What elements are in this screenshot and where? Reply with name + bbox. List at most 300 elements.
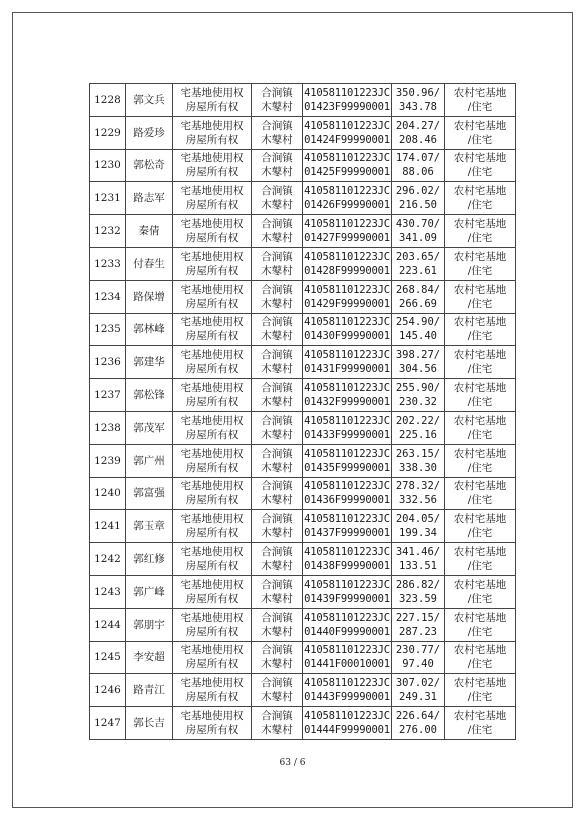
location-line: 合涧镇: [261, 677, 293, 690]
area-cell: [392, 247, 445, 280]
right-type-line: 房屋所有权: [185, 396, 239, 409]
location-line: 合涧镇: [261, 546, 293, 559]
unit-code-line: 410581101223JC: [304, 578, 390, 591]
right-type-line: 房屋所有权: [185, 100, 239, 113]
land-use-line: /住宅: [467, 100, 493, 113]
unit-code-cell: [303, 247, 392, 280]
location-cell: [252, 575, 303, 608]
unit-code-cell: [303, 182, 392, 215]
area-cell: [392, 411, 445, 444]
right-type-line: 宅基地使用权: [180, 611, 244, 624]
table-row: [90, 543, 516, 576]
owner-name-cell: 郭长吉: [126, 707, 173, 740]
location-line: 合涧镇: [261, 119, 293, 132]
land-use-line: 农村宅基地: [453, 578, 507, 591]
area-line: 254.90/: [395, 316, 441, 329]
right-type-line: 宅基地使用权: [180, 250, 244, 263]
record-number-cell: 1247: [90, 707, 126, 740]
location-line: 合涧镇: [261, 611, 293, 624]
record-number-cell: 1241: [90, 510, 126, 543]
unit-code-line: 410581101223JC: [304, 414, 390, 427]
right-type-line: 房屋所有权: [185, 199, 239, 212]
unit-code-cell: [303, 280, 392, 313]
right-type-cell: [173, 477, 252, 510]
location-line: 木鼕村: [261, 232, 293, 245]
area-line: 341.09: [399, 232, 437, 245]
record-number-cell: 1231: [90, 182, 126, 215]
right-type-line: 房屋所有权: [185, 560, 239, 573]
right-type-line: 宅基地使用权: [180, 513, 244, 526]
unit-code-line: 01430F99990001: [304, 330, 390, 343]
right-type-cell: [173, 116, 252, 149]
unit-code-line: 01431F99990001: [304, 363, 390, 376]
location-cell: [252, 444, 303, 477]
location-line: 合涧镇: [261, 250, 293, 263]
unit-code-line: 410581101223JC: [304, 283, 390, 296]
unit-code-cell: [303, 215, 392, 248]
area-line: 307.02/: [395, 677, 441, 690]
land-use-line: 农村宅基地: [453, 250, 507, 263]
owner-name-cell: 郭红修: [126, 543, 173, 576]
unit-code-line: 410581101223JC: [304, 382, 390, 395]
unit-code-line: 01437F99990001: [304, 527, 390, 540]
unit-code-line: 01441F00010001: [304, 658, 390, 671]
right-type-cell: [173, 608, 252, 641]
location-cell: [252, 313, 303, 346]
right-type-cell: [173, 84, 252, 117]
table-body: [90, 84, 516, 740]
location-line: 木鼕村: [261, 494, 293, 507]
right-type-line: 宅基地使用权: [180, 316, 244, 329]
right-type-line: 宅基地使用权: [180, 349, 244, 362]
table-row: [90, 641, 516, 674]
unit-code-line: 410581101223JC: [304, 677, 390, 690]
right-type-line: 宅基地使用权: [180, 86, 244, 99]
table-row: [90, 280, 516, 313]
table-row: [90, 84, 516, 117]
unit-code-cell: [303, 116, 392, 149]
area-line: 174.07/: [395, 152, 441, 165]
right-type-cell: [173, 280, 252, 313]
right-type-line: 宅基地使用权: [180, 578, 244, 591]
location-cell: [252, 674, 303, 707]
unit-code-cell: [303, 641, 392, 674]
record-number-cell: 1236: [90, 346, 126, 379]
owner-name-cell: 郭建华: [126, 346, 173, 379]
area-line: 287.23: [399, 625, 437, 638]
right-type-cell: [173, 543, 252, 576]
land-use-line: 农村宅基地: [453, 86, 507, 99]
table-row: [90, 411, 516, 444]
unit-code-line: 01438F99990001: [304, 560, 390, 573]
table-row: [90, 477, 516, 510]
land-use-line: 农村宅基地: [453, 316, 507, 329]
location-line: 木鼕村: [261, 133, 293, 146]
unit-code-line: 410581101223JC: [304, 316, 390, 329]
land-use-line: /住宅: [467, 461, 493, 474]
location-line: 木鼕村: [261, 560, 293, 573]
owner-name-cell: 郭林峰: [126, 313, 173, 346]
area-line: 276.00: [399, 724, 437, 737]
area-cell: [392, 477, 445, 510]
land-use-line: 农村宅基地: [453, 677, 507, 690]
land-use-line: /住宅: [467, 560, 493, 573]
unit-code-cell: [303, 84, 392, 117]
owner-name-cell: 秦倩: [126, 215, 173, 248]
record-number-cell: 1230: [90, 149, 126, 182]
record-number-cell: 1228: [90, 84, 126, 117]
location-line: 木鼕村: [261, 691, 293, 704]
land-use-cell: [445, 182, 516, 215]
area-line: 266.69: [399, 297, 437, 310]
location-cell: [252, 379, 303, 412]
area-cell: [392, 182, 445, 215]
area-line: 263.15/: [395, 447, 441, 460]
location-line: 合涧镇: [261, 710, 293, 723]
right-type-cell: [173, 411, 252, 444]
area-line: 268.84/: [395, 283, 441, 296]
table-row: [90, 313, 516, 346]
right-type-line: 宅基地使用权: [180, 546, 244, 559]
owner-name-cell: 郭文兵: [126, 84, 173, 117]
location-line: 木鼕村: [261, 658, 293, 671]
location-cell: [252, 346, 303, 379]
land-use-line: /住宅: [467, 264, 493, 277]
land-use-cell: [445, 84, 516, 117]
location-line: 合涧镇: [261, 480, 293, 493]
location-line: 木鼕村: [261, 724, 293, 737]
land-use-line: 农村宅基地: [453, 152, 507, 165]
location-line: 木鼕村: [261, 527, 293, 540]
land-use-line: 农村宅基地: [453, 710, 507, 723]
area-line: 398.27/: [395, 349, 441, 362]
land-use-line: 农村宅基地: [453, 546, 507, 559]
area-line: 304.56: [399, 363, 437, 376]
right-type-cell: [173, 346, 252, 379]
land-use-cell: [445, 641, 516, 674]
area-line: 343.78: [399, 100, 437, 113]
table-row: [90, 444, 516, 477]
unit-code-line: 01428F99990001: [304, 264, 390, 277]
record-number-cell: 1240: [90, 477, 126, 510]
area-cell: [392, 149, 445, 182]
area-line: 286.82/: [395, 578, 441, 591]
right-type-line: 宅基地使用权: [180, 185, 244, 198]
location-line: 合涧镇: [261, 349, 293, 362]
right-type-line: 房屋所有权: [185, 166, 239, 179]
unit-code-cell: [303, 707, 392, 740]
owner-name-cell: 郭松奇: [126, 149, 173, 182]
owner-name-cell: 郭广州: [126, 444, 173, 477]
location-cell: [252, 608, 303, 641]
area-line: 204.27/: [395, 119, 441, 132]
unit-code-line: 01426F99990001: [304, 199, 390, 212]
unit-code-line: 410581101223JC: [304, 447, 390, 460]
area-line: 350.96/: [395, 86, 441, 99]
land-use-line: /住宅: [467, 428, 493, 441]
land-use-line: 农村宅基地: [453, 283, 507, 296]
right-type-cell: [173, 379, 252, 412]
land-use-line: 农村宅基地: [453, 513, 507, 526]
area-line: 208.46: [399, 133, 437, 146]
land-use-line: 农村宅基地: [453, 447, 507, 460]
land-use-cell: [445, 149, 516, 182]
unit-code-line: 01439F99990001: [304, 592, 390, 605]
location-line: 木鼕村: [261, 297, 293, 310]
unit-code-line: 410581101223JC: [304, 250, 390, 263]
area-cell: [392, 674, 445, 707]
right-type-line: 宅基地使用权: [180, 382, 244, 395]
location-cell: [252, 247, 303, 280]
right-type-line: 房屋所有权: [185, 133, 239, 146]
table-row: [90, 346, 516, 379]
area-cell: [392, 313, 445, 346]
location-line: 木鼕村: [261, 166, 293, 179]
land-use-line: 农村宅基地: [453, 349, 507, 362]
land-use-line: /住宅: [467, 133, 493, 146]
unit-code-line: 410581101223JC: [304, 185, 390, 198]
land-use-cell: [445, 444, 516, 477]
unit-code-line: 410581101223JC: [304, 218, 390, 231]
location-line: 合涧镇: [261, 283, 293, 296]
location-cell: [252, 641, 303, 674]
unit-code-cell: [303, 477, 392, 510]
area-cell: [392, 116, 445, 149]
location-line: 木鼕村: [261, 199, 293, 212]
area-cell: [392, 280, 445, 313]
right-type-cell: [173, 182, 252, 215]
right-type-cell: [173, 215, 252, 248]
land-use-cell: [445, 608, 516, 641]
location-line: 合涧镇: [261, 414, 293, 427]
location-cell: [252, 510, 303, 543]
land-use-line: /住宅: [467, 199, 493, 212]
land-use-cell: [445, 575, 516, 608]
area-line: 97.40: [402, 658, 434, 671]
unit-code-line: 01436F99990001: [304, 494, 390, 507]
area-cell: [392, 707, 445, 740]
land-use-line: /住宅: [467, 527, 493, 540]
location-cell: [252, 280, 303, 313]
unit-code-cell: [303, 313, 392, 346]
right-type-line: 房屋所有权: [185, 691, 239, 704]
location-line: 合涧镇: [261, 152, 293, 165]
page-number: 63 / 6: [279, 758, 306, 768]
right-type-cell: [173, 510, 252, 543]
right-type-line: 房屋所有权: [185, 330, 239, 343]
table-row: [90, 510, 516, 543]
area-line: 230.77/: [395, 644, 441, 657]
record-number-cell: 1243: [90, 575, 126, 608]
area-cell: [392, 379, 445, 412]
unit-code-cell: [303, 379, 392, 412]
unit-code-cell: [303, 411, 392, 444]
location-cell: [252, 411, 303, 444]
unit-code-line: 410581101223JC: [304, 349, 390, 362]
record-number-cell: 1238: [90, 411, 126, 444]
area-cell: [392, 84, 445, 117]
table-row: [90, 608, 516, 641]
right-type-cell: [173, 575, 252, 608]
land-use-line: /住宅: [467, 724, 493, 737]
location-line: 合涧镇: [261, 218, 293, 231]
location-line: 合涧镇: [261, 316, 293, 329]
right-type-line: 宅基地使用权: [180, 644, 244, 657]
location-line: 合涧镇: [261, 513, 293, 526]
right-type-line: 房屋所有权: [185, 494, 239, 507]
land-use-line: 农村宅基地: [453, 611, 507, 624]
table-row: [90, 575, 516, 608]
owner-name-cell: 郭茂军: [126, 411, 173, 444]
unit-code-line: 01435F99990001: [304, 461, 390, 474]
location-cell: [252, 182, 303, 215]
land-use-line: /住宅: [467, 494, 493, 507]
location-line: 木鼕村: [261, 363, 293, 376]
unit-code-line: 410581101223JC: [304, 710, 390, 723]
location-line: 木鼕村: [261, 330, 293, 343]
unit-code-line: 410581101223JC: [304, 119, 390, 132]
right-type-line: 宅基地使用权: [180, 119, 244, 132]
area-line: 199.34: [399, 527, 437, 540]
table-row: [90, 247, 516, 280]
unit-code-line: 01432F99990001: [304, 396, 390, 409]
location-line: 木鼕村: [261, 100, 293, 113]
area-line: 332.56: [399, 494, 437, 507]
unit-code-cell: [303, 674, 392, 707]
area-line: 133.51: [399, 560, 437, 573]
right-type-cell: [173, 247, 252, 280]
unit-code-line: 410581101223JC: [304, 611, 390, 624]
record-number-cell: 1235: [90, 313, 126, 346]
location-cell: [252, 543, 303, 576]
unit-code-cell: [303, 575, 392, 608]
right-type-cell: [173, 674, 252, 707]
unit-code-cell: [303, 149, 392, 182]
location-line: 木鼕村: [261, 592, 293, 605]
owner-name-cell: 路青江: [126, 674, 173, 707]
area-line: 255.90/: [395, 382, 441, 395]
owner-name-cell: 郭松锋: [126, 379, 173, 412]
land-use-line: 农村宅基地: [453, 382, 507, 395]
table-row: [90, 707, 516, 740]
unit-code-line: 01429F99990001: [304, 297, 390, 310]
area-cell: [392, 575, 445, 608]
land-use-line: 农村宅基地: [453, 185, 507, 198]
unit-code-cell: [303, 608, 392, 641]
area-cell: [392, 444, 445, 477]
record-number-cell: 1242: [90, 543, 126, 576]
land-use-line: /住宅: [467, 232, 493, 245]
unit-code-line: 410581101223JC: [304, 644, 390, 657]
location-line: 木鼕村: [261, 625, 293, 638]
location-line: 合涧镇: [261, 86, 293, 99]
table-row: [90, 674, 516, 707]
record-number-cell: 1229: [90, 116, 126, 149]
land-use-line: 农村宅基地: [453, 414, 507, 427]
right-type-line: 宅基地使用权: [180, 283, 244, 296]
right-type-cell: [173, 444, 252, 477]
unit-code-line: 410581101223JC: [304, 86, 390, 99]
land-use-line: 农村宅基地: [453, 218, 507, 231]
land-use-cell: [445, 280, 516, 313]
land-use-line: /住宅: [467, 592, 493, 605]
location-cell: [252, 116, 303, 149]
location-line: 木鼕村: [261, 428, 293, 441]
owner-name-cell: 付春生: [126, 247, 173, 280]
area-line: 204.05/: [395, 513, 441, 526]
land-use-cell: [445, 313, 516, 346]
table-row: [90, 149, 516, 182]
unit-code-line: 01433F99990001: [304, 428, 390, 441]
land-use-cell: [445, 477, 516, 510]
unit-code-line: 01425F99990001: [304, 166, 390, 179]
location-cell: [252, 149, 303, 182]
table-row: [90, 116, 516, 149]
record-number-cell: 1237: [90, 379, 126, 412]
land-use-line: /住宅: [467, 363, 493, 376]
land-use-line: /住宅: [467, 691, 493, 704]
land-use-cell: [445, 379, 516, 412]
land-use-line: 农村宅基地: [453, 480, 507, 493]
right-type-line: 宅基地使用权: [180, 677, 244, 690]
unit-code-cell: [303, 543, 392, 576]
land-use-cell: [445, 707, 516, 740]
right-type-line: 房屋所有权: [185, 658, 239, 671]
right-type-line: 房屋所有权: [185, 592, 239, 605]
location-cell: [252, 707, 303, 740]
land-use-line: /住宅: [467, 625, 493, 638]
area-line: 230.32: [399, 396, 437, 409]
location-line: 木鼕村: [261, 264, 293, 277]
unit-code-cell: [303, 444, 392, 477]
right-type-line: 宅基地使用权: [180, 447, 244, 460]
table-row: [90, 215, 516, 248]
area-line: 226.64/: [395, 710, 441, 723]
record-number-cell: 1244: [90, 608, 126, 641]
right-type-line: 房屋所有权: [185, 363, 239, 376]
land-use-cell: [445, 215, 516, 248]
area-line: 216.50: [399, 199, 437, 212]
unit-code-line: 410581101223JC: [304, 152, 390, 165]
location-line: 合涧镇: [261, 578, 293, 591]
right-type-line: 房屋所有权: [185, 264, 239, 277]
right-type-line: 宅基地使用权: [180, 710, 244, 723]
land-use-line: /住宅: [467, 658, 493, 671]
area-line: 225.16: [399, 428, 437, 441]
area-line: 338.30: [399, 461, 437, 474]
area-line: 202.22/: [395, 414, 441, 427]
owner-name-cell: 李安超: [126, 641, 173, 674]
right-type-line: 宅基地使用权: [180, 414, 244, 427]
record-number-cell: 1245: [90, 641, 126, 674]
record-number-cell: 1234: [90, 280, 126, 313]
area-cell: [392, 641, 445, 674]
right-type-line: 宅基地使用权: [180, 480, 244, 493]
unit-code-cell: [303, 510, 392, 543]
right-type-line: 房屋所有权: [185, 625, 239, 638]
area-line: 341.46/: [395, 546, 441, 559]
land-use-cell: [445, 674, 516, 707]
unit-code-line: 01440F99990001: [304, 625, 390, 638]
land-use-cell: [445, 543, 516, 576]
area-cell: [392, 510, 445, 543]
unit-code-line: 01424F99990001: [304, 133, 390, 146]
right-type-line: 宅基地使用权: [180, 218, 244, 231]
unit-code-line: 410581101223JC: [304, 513, 390, 526]
area-line: 430.70/: [395, 218, 441, 231]
right-type-line: 宅基地使用权: [180, 152, 244, 165]
unit-code-line: 410581101223JC: [304, 546, 390, 559]
